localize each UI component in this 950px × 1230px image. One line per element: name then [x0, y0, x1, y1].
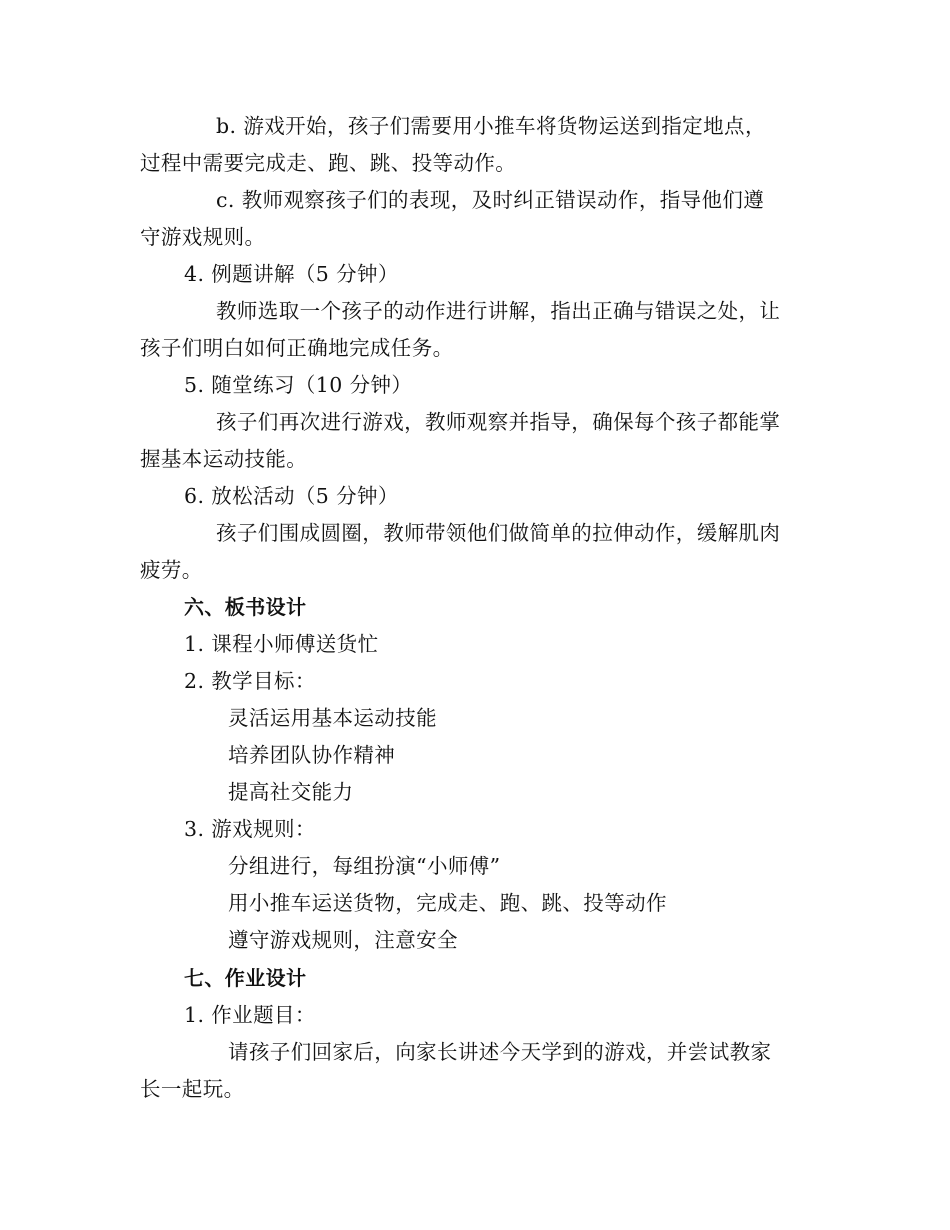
step-5-body-line-2: 握基本运动技能。 [140, 447, 308, 471]
homework-body-line-1: 请孩子们回家后，向家长讲述今天学到的游戏，并尝试教家 [228, 1040, 772, 1064]
board-item-3: 3. 游戏规则： [184, 817, 316, 841]
step-4-title: 4. 例题讲解（5 分钟） [184, 262, 399, 286]
step-6-title: 6. 放松活动（5 分钟） [184, 484, 399, 508]
step-5-body-line-1: 孩子们再次进行游戏，教师观察并指导，确保每个孩子都能掌 [216, 410, 781, 434]
homework-body-line-2: 长一起玩。 [140, 1077, 245, 1101]
goal-line-1: 灵活运用基本运动技能 [228, 706, 437, 730]
rule-line-3: 遵守游戏规则，注意安全 [228, 928, 458, 952]
board-item-2: 2. 教学目标： [184, 669, 316, 693]
step-4-body-line-1: 教师选取一个孩子的动作进行讲解，指出正确与错误之处，让 [216, 299, 781, 323]
paragraph-c-line-2: 守游戏规则。 [140, 225, 266, 249]
step-6-body-line-2: 疲劳。 [140, 558, 203, 582]
section-7-heading: 七、作业设计 [184, 966, 307, 990]
rule-line-2: 用小推车运送货物，完成走、跑、跳、投等动作 [228, 891, 667, 915]
step-6-body-line-1: 孩子们围成圆圈，教师带领他们做简单的拉伸动作，缓解肌肉 [216, 521, 781, 545]
homework-item-1: 1. 作业题目： [184, 1003, 316, 1027]
section-6-heading: 六、板书设计 [184, 595, 307, 619]
paragraph-b-line-1: b. 游戏开始，孩子们需要用小推车将货物运送到指定地点， [216, 114, 766, 138]
step-5-title: 5. 随堂练习（10 分钟） [184, 373, 413, 397]
goal-line-3: 提高社交能力 [228, 780, 354, 804]
step-4-body-line-2: 孩子们明白如何正确地完成任务。 [140, 336, 454, 360]
goal-line-2: 培养团队协作精神 [228, 743, 396, 767]
paragraph-c-line-1: c. 教师观察孩子们的表现，及时纠正错误动作，指导他们遵 [216, 188, 765, 212]
rule-line-1: 分组进行，每组扮演“小师傅” [228, 854, 501, 878]
paragraph-b-line-2: 过程中需要完成走、跑、跳、投等动作。 [140, 151, 517, 175]
board-item-1: 1. 课程小师傅送货忙 [184, 632, 379, 656]
